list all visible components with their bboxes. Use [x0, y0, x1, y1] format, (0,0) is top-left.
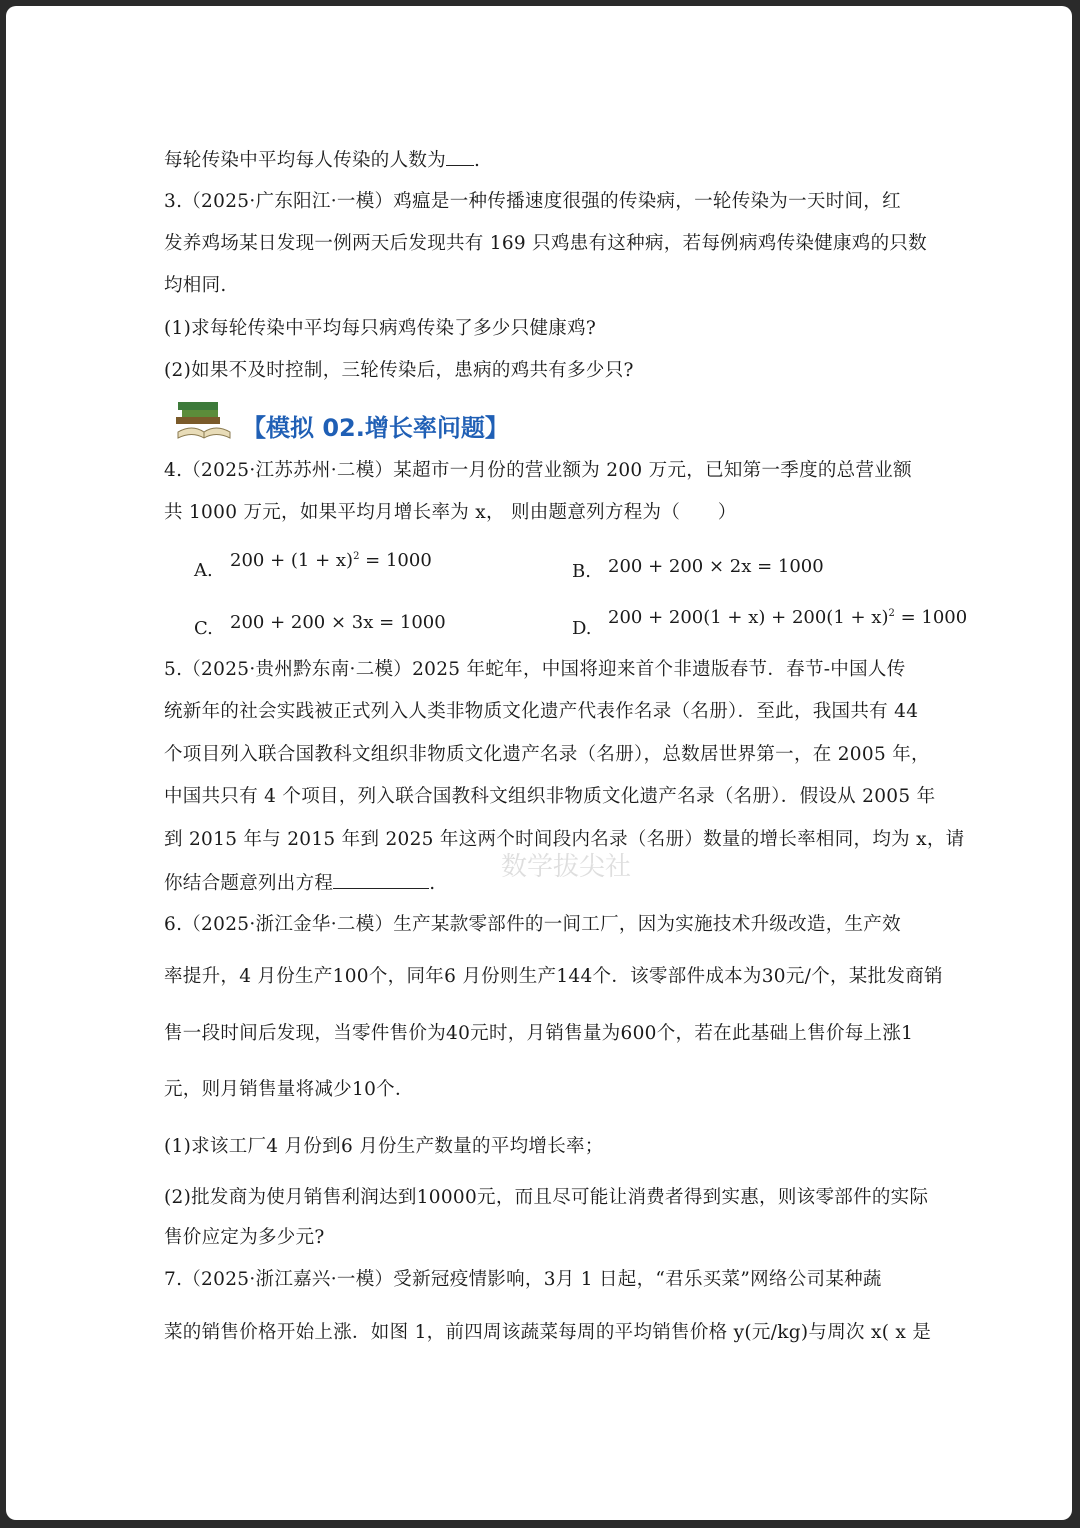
question-6-sub-1: (1)求该工厂4 月份到6 月份生产数量的平均增长率；: [164, 1136, 604, 1157]
question-6-line-4: 元，则月销售量将减少10个．: [164, 1079, 414, 1100]
option-d-label: D.: [572, 618, 592, 639]
question-5-line-5: 到 2015 年与 2015 年到 2025 年这两个时间段内名录（名册）数量的增长率相同，均为 x，请: [164, 829, 965, 850]
watermark: 数学拔尖社: [500, 852, 631, 882]
question-3-line-3: 均相同.: [164, 275, 227, 296]
question-6-line-1: 6.（2025·浙江金华·二模）生产某款零部件的一间工厂，因为实施技术升级改造，生产效: [164, 914, 901, 935]
question-5-line-6: 你结合题意列出方程 .: [164, 870, 435, 896]
question-6-sub-3: 售价应定为多少元?: [164, 1227, 325, 1248]
question-5-line-3: 个项目列入联合国教科文组织非物质文化遗产名录（名册），总数居世界第一，在 2005 年，: [164, 744, 930, 765]
option-c-label: C.: [194, 618, 213, 639]
question-4-line-2: 共 1000 万元，如果平均月增长率为 x， 则由题意列方程为（ ）: [164, 502, 737, 523]
question-6-sub-2: (2)批发商为使月销售利润达到10000元，而且尽可能让消费者得到实惠，则该零部件的实际: [164, 1187, 929, 1208]
question-5-line-4: 中国共只有 4 个项目，列入联合国教科文组织非物质文化遗产名录（名册）．假设从 2005 年: [164, 786, 936, 807]
question-3-sub-2: (2)如果不及时控制，三轮传染后，患病的鸡共有多少只?: [164, 360, 634, 381]
question-4-line-1: 4.（2025·江苏苏州·二模）某超市一月份的营业额为 200 万元，已知第一季度的总营业额: [164, 460, 912, 481]
document-page: [6, 6, 1072, 1520]
option-c-expression: 200 + 200 × 3x = 1000: [230, 612, 446, 633]
text-line: 每轮传染中平均每人传染的人数为 .: [164, 147, 480, 173]
option-b-expression: 200 + 200 × 2x = 1000: [608, 556, 824, 577]
option-a-expression: $200 + (1 + x)^2 = 1000$: [230, 550, 432, 571]
section-header: [174, 396, 574, 446]
question-3-sub-1: (1)求每轮传染中平均每只病鸡传染了多少只健康鸡?: [164, 318, 597, 339]
option-a-label: A.: [194, 560, 213, 581]
books-icon: [174, 396, 234, 442]
question-3-line-2: 发养鸡场某日发现一例两天后发现共有 169 只鸡患有这种病，若每例病鸡传染健康鸡的只数: [164, 233, 927, 254]
question-6-line-3: 售一段时间后发现，当零件售价为40元时，月销售量为600个，若在此基础上售价每上涨1: [164, 1023, 914, 1044]
question-5-line-1: 5.（2025·贵州黔东南·二模）2025 年蛇年，中国将迎来首个非遗版春节．春节-中国人传: [164, 659, 906, 680]
option-b-label: B.: [572, 561, 591, 582]
answer-blank[interactable]: [446, 147, 474, 166]
section-title: 【模拟 02.增长率问题】: [242, 414, 509, 442]
question-7-line-2: 菜的销售价格开始上涨．如图 1，前四周该蔬菜每周的平均销售价格 y(元/kg)与周次 x( x 是: [164, 1322, 932, 1343]
question-5-line-2: 统新年的社会实践被正式列入人类非物质文化遗产代表作名录（名册）．至此，我国共有 44: [164, 701, 919, 722]
question-6-line-2: 率提升，4 月份生产100个，同年6 月份则生产144个．该零部件成本为30元/个，某批发商销: [164, 966, 943, 987]
answer-blank[interactable]: [333, 870, 429, 889]
question-3-line-1: 3.（2025·广东阳江·一模）鸡瘟是一种传播速度很强的传染病，一轮传染为一天时间，红: [164, 191, 901, 212]
option-d-expression: $200 + 200(1 + x) + 200(1 + x)^2 = 1000$: [608, 607, 968, 628]
question-7-line-1: 7.（2025·浙江嘉兴·一模）受新冠疫情影响，3月 1 日起，“君乐买菜”网络公司某种蔬: [164, 1269, 882, 1290]
